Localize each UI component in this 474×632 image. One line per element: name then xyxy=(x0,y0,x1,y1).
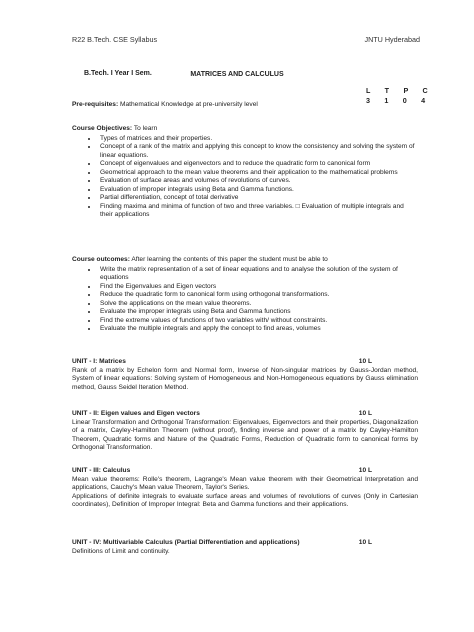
list-item: • Concept of a rank of the matrix and applying this concept to know the consistency and solving the system of linear equations. xyxy=(98,143,418,160)
unit-hours: 10 L xyxy=(358,358,372,365)
unit-title: UNIT - I: Matrices xyxy=(72,358,126,365)
list-item: • Write the matrix representation of a set of linear equations and to analyse the solution of the system of equations xyxy=(98,266,418,283)
unit-4 xyxy=(72,539,418,556)
unit-title: UNIT - III: Calculus xyxy=(72,467,131,474)
list-item: • Reduce the quadratic form to canonical form using orthogonal transformations. xyxy=(98,291,418,300)
unit-1 xyxy=(72,358,418,392)
course-outcomes xyxy=(72,256,418,334)
list-item: • Concept of eigenvalues and eigenvectors and to reduce the quadratic form to canonical form xyxy=(98,160,418,169)
unit-content: Mean value theorems: Rolle's theorem, Lagrange's Mean value theorem with their Geometrical Interpretation and applications, Cauchy's Mean value Theorem, Taylor's Series. xyxy=(72,475,418,491)
list-item: • Finding maxima and minima of function of two and three variables. □ Evaluation of multiple integrals and their applications xyxy=(98,203,418,220)
unit-hours: 10 L xyxy=(358,467,372,474)
unit-content: Rank of a matrix by Echelon form and Normal form, Inverse of Non-singular matrices by Gauss-Jordan method, System of linear equations: Solving system of Homogeneous and Non-Homogeneous equations by Gauss elimination method, Gauss Seidel Iteration Method. xyxy=(72,366,418,391)
list-item: • Evaluation of improper integrals using Beta and Gamma functions. xyxy=(98,186,418,195)
unit-heading xyxy=(72,358,372,367)
unit-3 xyxy=(72,467,418,510)
ltpc-labels: L T P C xyxy=(366,86,434,95)
list-item: • Evaluate the multiple integrals and apply the concept to find areas, volumes xyxy=(98,325,418,334)
unit-heading xyxy=(72,410,372,419)
unit-content: Definitions of Limit and continuity. xyxy=(72,547,170,555)
list-item: • Evaluation of surface areas and volumes of revolutions of curves. xyxy=(98,177,418,186)
header-right: JNTU Hyderabad xyxy=(364,35,420,44)
objectives-list xyxy=(72,135,418,220)
objectives-intro: To learn xyxy=(132,125,158,132)
outcomes-label: Course outcomes: xyxy=(72,256,130,263)
list-item: • Partial differentiation, concept of total derivative xyxy=(98,194,418,203)
list-item: • Types of matrices and their properties. xyxy=(98,135,418,144)
semester-label: B.Tech. I Year I Sem. xyxy=(84,70,152,77)
unit-title: UNIT - IV: Multivariable Calculus (Partial Differentiation and applications) xyxy=(72,539,300,546)
unit-hours: 10 L xyxy=(358,539,372,546)
header-left: R22 B.Tech. CSE Syllabus xyxy=(72,35,158,44)
list-item: • Find the extreme values of functions of two variables with/ without constraints. xyxy=(98,317,418,326)
prerequisites-text: Mathematical Knowledge at pre-university level xyxy=(118,101,258,108)
prerequisites-label: Pre-requisites: xyxy=(72,101,119,108)
course-title: MATRICES AND CALCULUS xyxy=(190,71,284,78)
unit-hours: 10 L xyxy=(358,410,372,417)
objectives-label: Course Objectives: xyxy=(72,125,133,132)
unit-heading xyxy=(72,467,372,476)
prerequisites xyxy=(72,101,418,110)
unit-content: Linear Transformation and Orthogonal Transformation: Eigenvalues, Eigenvectors and their properties, Diagonalization of a matrix, Cayley-Hamilton Theorem (without proof), finding inverse and power of a matrix by Cayley-Hamilton Theorem, Quadratic forms and Nature of the Quadratic Forms, Reduction of Quadratic form to canonical forms by Orthogonal Transformation. xyxy=(72,418,419,451)
list-item: • Geometrical approach to the mean value theorems and their application to the mathematical problems xyxy=(98,169,418,178)
unit-heading xyxy=(72,539,372,548)
outcomes-intro: After learning the contents of this paper the student must be able to xyxy=(129,256,328,263)
unit-2 xyxy=(72,410,418,453)
unit-title: UNIT - II: Eigen values and Eigen vectors xyxy=(72,410,200,417)
list-item: • Find the Eigenvalues and Eigen vectors xyxy=(98,283,418,292)
unit-content-2: Applications of definite integrals to evaluate surface areas and volumes of revolutions of curves (Only in Cartesian coordinates), Definition of Improper Integral: Beta and Gamma functions and their applications. xyxy=(72,492,418,508)
ltpc-values: 3 1 0 4 xyxy=(366,96,432,105)
list-item: • Evaluate the improper integrals using Beta and Gamma functions xyxy=(98,308,418,317)
outcomes-list xyxy=(72,266,418,334)
course-objectives xyxy=(72,125,418,220)
list-item: • Solve the applications on the mean value theorems. xyxy=(98,300,418,309)
